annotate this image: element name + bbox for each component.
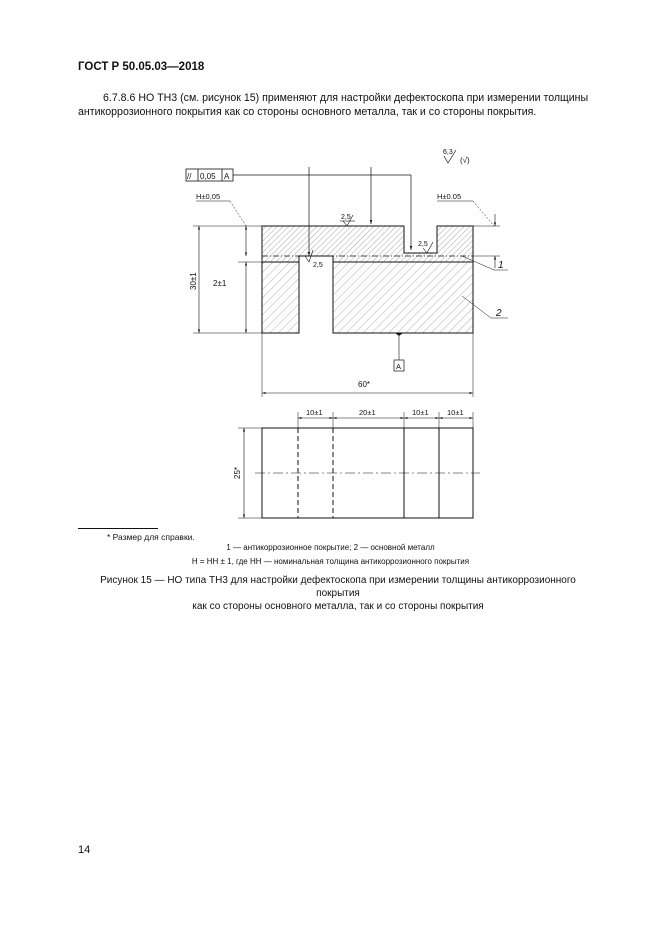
svg-text:2: 2 (496, 308, 502, 319)
document-header: ГОСТ Р 50.05.03—2018 (78, 61, 205, 73)
dimension-chain-top (298, 408, 473, 428)
svg-text:H±0,05: H±0,05 (196, 192, 221, 201)
roughness-step-symbol (418, 241, 433, 253)
dimension-width-total (262, 333, 473, 397)
svg-text:2,5: 2,5 (313, 262, 323, 269)
parallelism-value: 0,05 (200, 172, 216, 181)
parallelism-symbol: // (187, 172, 192, 181)
legend-line-1: 1 — антикоррозионное покрытие; 2 — основной металл (226, 543, 435, 552)
page-number: 14 (78, 844, 91, 856)
caption-line-2: как со стороны основного металла, так и со стороны покрытия (192, 601, 484, 612)
dim-seg-4: 10±1 (447, 408, 464, 417)
svg-text:2,5: 2,5 (418, 241, 428, 248)
legend-line-2: H = HН ± 1, где HН — номинальная толщина антикоррозионного покрытия (191, 557, 470, 566)
datum-a-marker (394, 333, 404, 371)
dim-seg-3: 10±1 (412, 408, 429, 417)
roughness-top-symbol (340, 214, 355, 226)
svg-text:30±1: 30±1 (189, 272, 198, 290)
dim-seg-2: 20±1 (359, 408, 376, 417)
dimension-coating-height (213, 226, 262, 333)
caption-line-1: Рисунок 15 — НО типа ТН3 для настройки дефектоскопа при измерении толщины антикоррозионного покрытия (100, 575, 576, 599)
dim-seg-1: 10±1 (306, 408, 323, 417)
plan-view (255, 428, 480, 518)
svg-text:2±1: 2±1 (213, 279, 227, 288)
paragraph-line-2: антикоррозионного покрытия как со стороны основного металла, так и со стороны покрытия. (78, 106, 537, 118)
svg-text:2,5: 2,5 (341, 214, 351, 221)
parallelism-tolerance-frame (186, 169, 233, 181)
svg-text:60*: 60* (358, 380, 371, 389)
parallelism-datum: A (224, 172, 230, 181)
footnote: * Размер для справки. (107, 532, 195, 542)
svg-text:(√): (√) (460, 156, 470, 165)
svg-text:1: 1 (498, 260, 504, 271)
svg-text:H±0.05: H±0.05 (437, 192, 462, 201)
roughness-general-symbol (443, 149, 470, 165)
svg-text:25*: 25* (233, 466, 242, 479)
coating-layer-section (262, 226, 473, 262)
dimension-coating-tol-left (196, 192, 246, 226)
footnote-separator (78, 528, 158, 529)
paragraph-line-1: 6.7.8.6 НО ТН3 (см. рисунок 15) применяют для настройки дефектоскопа при измерении толщины (103, 92, 589, 104)
svg-text:A: A (396, 362, 402, 371)
svg-text:6,3: 6,3 (443, 149, 453, 156)
base-metal-section (262, 262, 473, 333)
figure-caption (78, 574, 598, 613)
